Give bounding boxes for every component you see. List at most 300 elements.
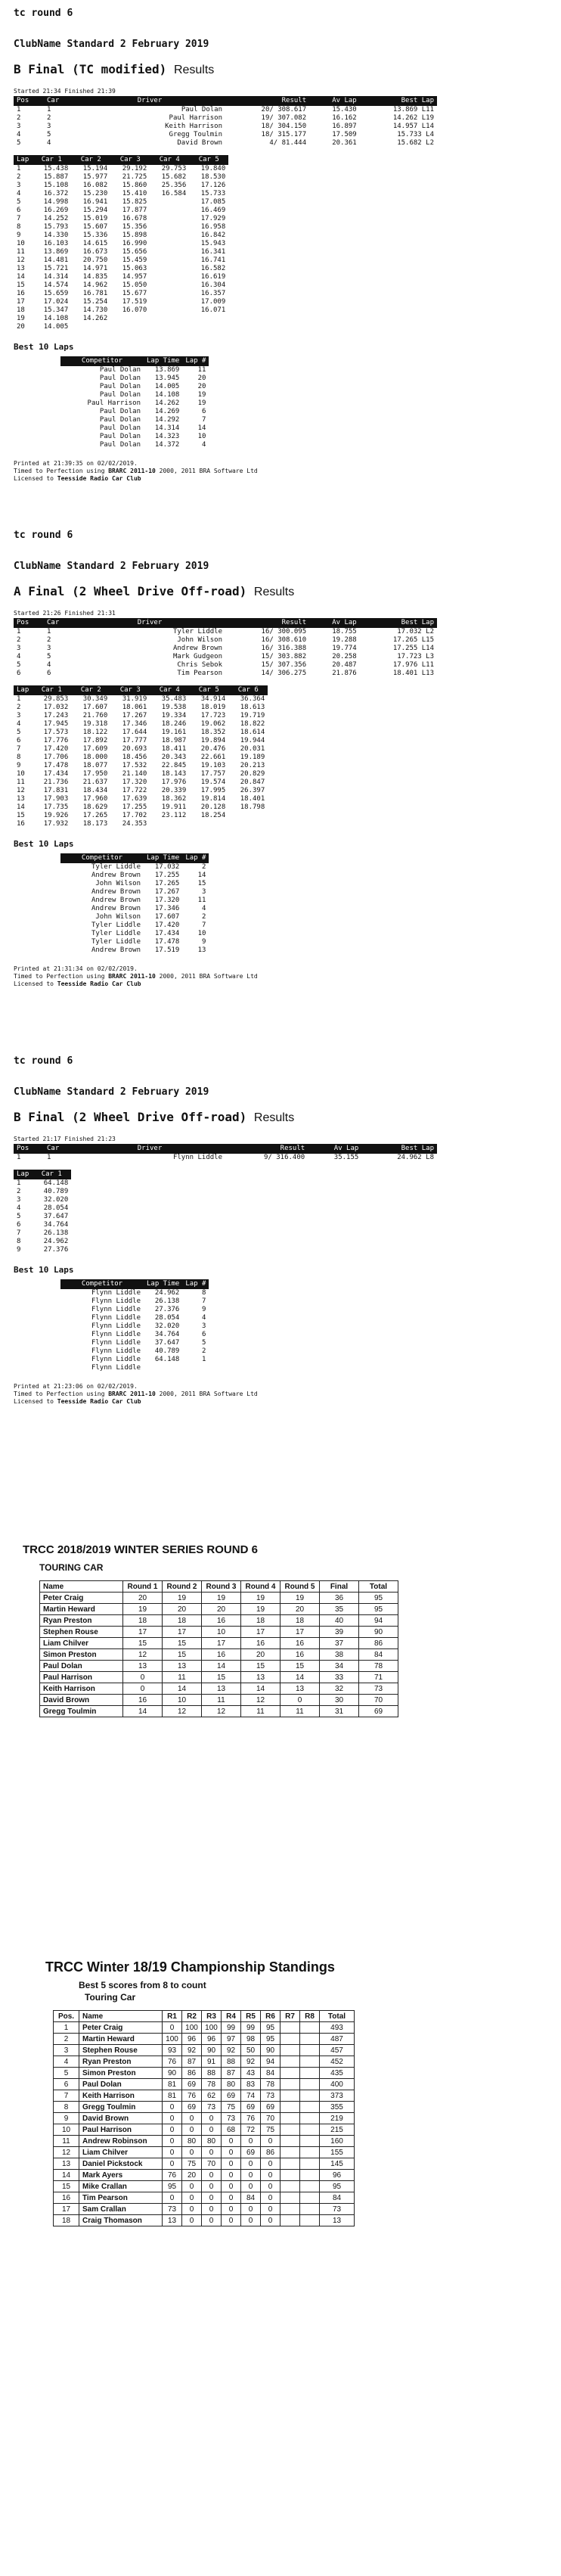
champ-col-header: R2 <box>182 2011 202 2022</box>
lap-cell <box>150 207 189 215</box>
lap-cell: 18.362 <box>161 795 187 803</box>
round-cell: 14 <box>202 1661 241 1672</box>
lap-cell: 16 <box>17 820 25 828</box>
best-col-header: Lap # <box>185 357 206 365</box>
best-row <box>60 399 209 408</box>
round-col-header: Round 1 <box>123 1581 163 1593</box>
round-row <box>40 1672 398 1683</box>
results-header-row <box>14 1144 437 1154</box>
best-cell: Andrew Brown <box>91 896 141 904</box>
lap-cell: 19.318 <box>82 720 108 728</box>
champ-cell <box>280 2045 300 2056</box>
lap-cell: 17.255 <box>122 803 147 811</box>
champ-cell: 452 <box>320 2056 355 2068</box>
best-col-header: Competitor <box>81 357 123 365</box>
lap-row <box>14 1221 71 1229</box>
lap-row <box>14 754 268 762</box>
best-cell: 9 <box>202 938 206 946</box>
lap-cell: 15.356 <box>122 223 147 231</box>
champ-cell: 0 <box>163 2136 182 2147</box>
lap-cell: 17.265 <box>82 812 108 819</box>
champ-cell: 80 <box>182 2136 202 2147</box>
champ-cell: 70 <box>261 2113 280 2124</box>
champ-cell: 13 <box>54 2158 79 2170</box>
champ-cell: 0 <box>202 2147 222 2158</box>
champ-cell: 0 <box>163 2022 182 2034</box>
champ-row <box>54 2136 355 2147</box>
best-cell: Paul Dolan <box>99 441 141 449</box>
champ-cell <box>300 2170 320 2181</box>
round-sheet <box>0 1543 561 1717</box>
results-row <box>14 1154 437 1162</box>
lap-cell: 17.723 <box>200 712 226 719</box>
results-col-header: Av Lap <box>332 97 357 104</box>
lap-cell: 4 <box>17 190 21 197</box>
lap-row <box>14 1246 71 1254</box>
lap-cell: 6 <box>17 207 21 214</box>
best-cell: 14 <box>197 424 206 432</box>
lap-cell: 10 <box>17 770 25 778</box>
champ-cell: 0 <box>182 2215 202 2226</box>
results-word: Results <box>173 64 215 76</box>
best-header-row <box>60 853 209 863</box>
results-cell: 16/ 300.095 <box>261 628 307 635</box>
champ-cell: 88 <box>202 2068 222 2079</box>
lap-cell: 5 <box>17 729 21 736</box>
started-line: Started 21:34 Finished 21:39 <box>14 88 116 95</box>
round-cell: 15 <box>241 1661 280 1672</box>
round-cell: 12 <box>241 1695 280 1706</box>
champ-cell: 0 <box>163 2113 182 2124</box>
champ-row <box>54 2204 355 2215</box>
lap-cell: 16.741 <box>200 256 226 264</box>
best-col-header: Lap # <box>185 854 206 862</box>
lap-row <box>14 256 228 265</box>
champ-cell: 2 <box>54 2034 79 2045</box>
lap-row <box>14 745 268 754</box>
results-col-header: Result <box>280 1145 305 1152</box>
champ-cell: 0 <box>222 2136 241 2147</box>
round-cell: 16 <box>241 1638 280 1649</box>
lap-cell: 7 <box>17 745 21 753</box>
best-cell: 17.346 <box>154 905 180 912</box>
champ-cell <box>280 2102 300 2113</box>
champ-cell <box>300 2181 320 2192</box>
champ-cell <box>300 2079 320 2090</box>
lap-row <box>14 712 268 720</box>
lap-cell: 18.530 <box>200 173 226 181</box>
lap-cell: 14 <box>17 803 25 811</box>
lap-cell: 14.262 <box>82 315 108 322</box>
best-cell: 20 <box>197 374 206 382</box>
lap-cell: 16.103 <box>43 240 69 247</box>
round-cell: 14 <box>280 1672 320 1683</box>
lap-cell: 15.410 <box>122 190 147 197</box>
lap-cell: 16.990 <box>122 240 147 247</box>
round-cell: 37 <box>320 1638 359 1649</box>
lap-cell: 14.615 <box>82 240 108 247</box>
round-row <box>40 1615 398 1627</box>
lap-cell: 17.706 <box>43 754 69 761</box>
lap-cell: 18.411 <box>161 745 187 753</box>
best-cell: 19 <box>197 399 206 407</box>
champ-cell <box>280 2204 300 2215</box>
champ-cell: 0 <box>163 2158 182 2170</box>
round-cell: 94 <box>359 1615 398 1627</box>
results-col-header: Car <box>47 619 60 626</box>
lap-cell: 17.644 <box>122 729 147 736</box>
champ-cell: Daniel Pickstock <box>79 2158 163 2170</box>
results-cell: 14.957 L14 <box>392 123 434 130</box>
lap-row <box>14 1229 71 1238</box>
results-cell: 1 <box>47 628 51 635</box>
lap-col-header: Car 2 <box>71 155 110 165</box>
round-cell: 78 <box>359 1661 398 1672</box>
champ-cell <box>280 2022 300 2034</box>
lap-col-header: Car 1 <box>32 685 71 695</box>
lap-cell: 15.194 <box>82 165 108 172</box>
race-title <box>14 62 561 77</box>
round-cell: 20 <box>202 1604 241 1615</box>
round-cell: 20 <box>241 1649 280 1661</box>
lap-cell: 20.847 <box>240 778 265 786</box>
lap-cell: 16.781 <box>82 290 108 297</box>
best-cell: 9 <box>202 1306 206 1313</box>
champ-col-header: R7 <box>280 2011 300 2022</box>
lap-cell <box>150 256 189 265</box>
championship-subtitle-1: Best 5 scores from 8 to count <box>79 1980 206 1990</box>
best-cell: 13.869 <box>154 366 180 374</box>
round-row <box>40 1661 398 1672</box>
champ-cell: 97 <box>222 2034 241 2045</box>
champ-cell: 88 <box>222 2056 241 2068</box>
lap-row <box>14 265 228 273</box>
lap-cell: 14.252 <box>43 215 69 222</box>
best-row <box>60 1322 209 1331</box>
lap-row <box>14 770 268 778</box>
printed-line: Printed at 21:39:35 on 02/02/2019. <box>14 460 138 467</box>
champ-col-header: R4 <box>222 2011 241 2022</box>
lap-cell: 15.294 <box>82 207 108 214</box>
results-col-header: Pos <box>17 1145 29 1152</box>
champ-cell: 100 <box>202 2022 222 2034</box>
lap-row <box>14 1188 71 1196</box>
results-header-row <box>14 96 437 106</box>
lap-cell: 37.647 <box>43 1213 69 1220</box>
lap-cell <box>150 290 189 298</box>
champ-cell: 83 <box>241 2079 261 2090</box>
best-cell: 15 <box>197 880 206 887</box>
report-1 <box>0 8 561 483</box>
round-cell: 73 <box>359 1683 398 1695</box>
results-cell: 17.976 L11 <box>392 661 434 669</box>
round-cell: 30 <box>320 1695 359 1706</box>
results-cell: 16.897 <box>332 123 357 130</box>
round-cell: 12 <box>202 1706 241 1717</box>
round-cell: 10 <box>163 1695 202 1706</box>
best-cell: Flynn Liddle <box>91 1306 141 1313</box>
round-cell: 38 <box>320 1649 359 1661</box>
lap-cell: 18.000 <box>82 754 108 761</box>
round-cell: 15 <box>163 1649 202 1661</box>
champ-cell: 457 <box>320 2045 355 2056</box>
lap-cell: 14.005 <box>43 323 69 331</box>
results-cell: 1 <box>17 106 21 113</box>
round-cell: 16 <box>202 1615 241 1627</box>
lap-cell: 28.054 <box>43 1204 69 1212</box>
results-cell: 2 <box>47 114 51 122</box>
lap-cell: 21.140 <box>122 770 147 778</box>
results-cell: Flynn Liddle <box>172 1154 222 1161</box>
best-cell: 37.647 <box>154 1339 180 1347</box>
champ-cell: 0 <box>202 2181 222 2192</box>
round-cell: 95 <box>359 1593 398 1604</box>
lap-cell: 3 <box>17 182 21 189</box>
lap-cell <box>150 820 189 828</box>
round-cell: Stephen Rouse <box>40 1627 123 1638</box>
lap-cell <box>150 223 189 231</box>
champ-row <box>54 2022 355 2034</box>
best-cell: Flynn Liddle <box>91 1364 141 1372</box>
lap-cell: 15.860 <box>122 182 147 189</box>
results-col-header: Best Lap <box>401 619 434 626</box>
best-cell: 17.032 <box>154 863 180 871</box>
best-col-header: Competitor <box>81 854 123 862</box>
lap-cell: 31.919 <box>122 695 147 703</box>
champ-cell: Craig Thomason <box>79 2215 163 2226</box>
best-cell: 2 <box>202 863 206 871</box>
round-cell: 84 <box>359 1649 398 1661</box>
results-cell: 19.774 <box>332 645 357 652</box>
lap-cell: 15.050 <box>122 281 147 289</box>
lap-col-header: Car 5 <box>189 155 228 165</box>
champ-cell: 18 <box>54 2215 79 2226</box>
results-table <box>14 1144 437 1162</box>
round-cell: 13 <box>202 1683 241 1695</box>
round-cell: 16 <box>280 1638 320 1649</box>
footer <box>14 460 561 483</box>
best-row <box>60 913 209 921</box>
lap-cell: 15.336 <box>82 231 108 239</box>
championship-subtitle-2: Touring Car <box>85 1992 136 2003</box>
lap-row <box>14 190 228 198</box>
round-cell: 18 <box>163 1615 202 1627</box>
lap-cell: 18.077 <box>82 762 108 769</box>
lap-row <box>14 1179 71 1188</box>
results-cell: 24.962 L8 <box>397 1154 434 1161</box>
champ-row <box>54 2056 355 2068</box>
started-line: Started 21:26 Finished 21:31 <box>14 610 116 617</box>
lap-cell: 16.941 <box>82 198 108 206</box>
lap-header-row <box>14 155 228 165</box>
champ-cell: 0 <box>261 2215 280 2226</box>
round-sheet-subtitle: TOURING CAR <box>39 1562 104 1573</box>
best-cell: 6 <box>202 1331 206 1338</box>
champ-cell: 70 <box>202 2158 222 2170</box>
results-cell: 14.262 L19 <box>392 114 434 122</box>
results-cell: 18.755 <box>332 628 357 635</box>
champ-cell: 0 <box>261 2181 280 2192</box>
race-title <box>14 584 561 599</box>
results-row <box>14 106 437 114</box>
champ-col-header: R6 <box>261 2011 280 2022</box>
best-cell: 11 <box>197 896 206 904</box>
lap-cell: 20.829 <box>240 770 265 778</box>
champ-cell: 69 <box>182 2079 202 2090</box>
champ-cell: 0 <box>202 2113 222 2124</box>
results-cell: 17.255 L14 <box>392 645 434 652</box>
club-line: ClubName Standard 2 February 2019 <box>14 1086 209 1098</box>
lap-cell: 40.789 <box>43 1188 69 1195</box>
lap-cell: 14.481 <box>43 256 69 264</box>
lap-cell: 12 <box>17 787 25 794</box>
champ-cell: 73 <box>261 2090 280 2102</box>
round-cell: 40 <box>320 1615 359 1627</box>
results-cell: 16/ 308.610 <box>261 636 307 644</box>
champ-cell: 96 <box>320 2170 355 2181</box>
champ-cell: 20 <box>182 2170 202 2181</box>
lap-cell: 4 <box>17 720 21 728</box>
final-name: B Final (TC modified) <box>14 62 167 76</box>
round-col-header: Total <box>359 1581 398 1593</box>
best-cell: 13 <box>197 946 206 954</box>
champ-cell: 73 <box>222 2113 241 2124</box>
best-cell: Paul Dolan <box>99 416 141 424</box>
champ-cell <box>300 2113 320 2124</box>
results-row <box>14 645 437 653</box>
round-row <box>40 1649 398 1661</box>
results-cell: 1 <box>17 628 21 635</box>
best-row <box>60 383 209 391</box>
champ-cell: 75 <box>182 2158 202 2170</box>
best-header-row <box>60 356 209 366</box>
lap-cell: 19.574 <box>200 778 226 786</box>
best-cell: Paul Dolan <box>99 408 141 415</box>
lap-cell <box>150 240 189 248</box>
champ-cell: Mark Ayers <box>79 2170 163 2181</box>
best-row <box>60 888 209 896</box>
lap-cell: 19.944 <box>240 737 265 744</box>
round-cell: 12 <box>163 1706 202 1717</box>
round-cell: 14 <box>241 1683 280 1695</box>
champ-cell <box>280 2158 300 2170</box>
lap-cell: 15.943 <box>200 240 226 247</box>
round-sheet-table <box>39 1580 398 1717</box>
best-cell: 10 <box>197 433 206 440</box>
champ-cell: 0 <box>222 2181 241 2192</box>
lap-row <box>14 182 228 190</box>
lap-cell: 18.061 <box>122 704 147 711</box>
champ-cell: 145 <box>320 2158 355 2170</box>
round-title: tc round 6 <box>14 530 73 541</box>
lap-row <box>14 290 228 298</box>
round-cell: 14 <box>123 1706 163 1717</box>
lap-cell: 16.958 <box>200 223 226 231</box>
lap-cell: 20.213 <box>240 762 265 769</box>
champ-cell <box>280 2034 300 2045</box>
round-cell: 11 <box>241 1706 280 1717</box>
lap-cell <box>150 315 189 323</box>
lap-cell: 16.372 <box>43 190 69 197</box>
champ-cell <box>280 2124 300 2136</box>
round-row <box>40 1604 398 1615</box>
lap-cell: 11 <box>17 778 25 786</box>
round-cell: 19 <box>241 1593 280 1604</box>
champ-cell: 95 <box>261 2034 280 2045</box>
champ-cell <box>300 2090 320 2102</box>
best-cell: 7 <box>202 921 206 929</box>
champ-cell: 69 <box>241 2147 261 2158</box>
lap-cell: 19.334 <box>161 712 187 719</box>
lap-cell: 17.434 <box>43 770 69 778</box>
lap-cell <box>150 198 189 207</box>
lap-cell: 18.122 <box>82 729 108 736</box>
lap-cell: 15.721 <box>43 265 69 272</box>
lap-cell: 15.677 <box>122 290 147 297</box>
lap-cell: 3 <box>17 1196 21 1204</box>
results-cell: 18/ 304.150 <box>261 123 307 130</box>
champ-row <box>54 2079 355 2090</box>
results-cell: 18/ 315.177 <box>261 131 307 138</box>
lap-cell: 17.960 <box>82 795 108 803</box>
lap-cell: 16 <box>17 290 25 297</box>
lap-cell: 19.926 <box>43 812 69 819</box>
lap-table <box>14 685 268 828</box>
best-cell: Paul Harrison <box>87 399 141 407</box>
round-cell: 90 <box>359 1627 398 1638</box>
champ-cell <box>280 2079 300 2090</box>
printed-line: Printed at 21:23:06 on 02/02/2019. <box>14 1383 138 1390</box>
best-row <box>60 921 209 930</box>
results-col-header: Car <box>47 97 60 104</box>
champ-cell: 84 <box>241 2192 261 2204</box>
champ-cell <box>300 2045 320 2056</box>
lap-row <box>14 323 228 331</box>
championship-table <box>53 2010 355 2226</box>
lap-cell: 5 <box>17 198 21 206</box>
timed-line: Timed to Perfection using BRARC 2011-10 2000, 2011 BRA Software Ltd <box>14 468 258 474</box>
round-cell: 0 <box>280 1695 320 1706</box>
round-cell: 20 <box>163 1604 202 1615</box>
round-cell: 19 <box>123 1604 163 1615</box>
champ-cell: 0 <box>202 2192 222 2204</box>
champ-cell <box>300 2068 320 2079</box>
lap-cell: 18.352 <box>200 729 226 736</box>
licensed-line: Licensed to Teesside Radio Car Club <box>14 980 141 987</box>
results-col-header: Best Lap <box>401 1145 434 1152</box>
best-cell: 64.148 <box>154 1356 180 1363</box>
round-cell: Gregg Toulmin <box>40 1706 123 1717</box>
best-header-row <box>60 1279 209 1289</box>
best-cell: Paul Dolan <box>99 374 141 382</box>
lap-cell: 13 <box>17 265 25 272</box>
round-cell: 18 <box>123 1615 163 1627</box>
lap-cell: 15.733 <box>200 190 226 197</box>
results-cell: 15/ 307.356 <box>261 661 307 669</box>
round-cell: 19 <box>202 1593 241 1604</box>
best-cell: 34.764 <box>154 1331 180 1338</box>
lap-cell: 15.347 <box>43 306 69 314</box>
results-row <box>14 636 437 645</box>
results-cell: 17.723 L3 <box>397 653 434 660</box>
champ-cell: 493 <box>320 2022 355 2034</box>
lap-cell: 17.757 <box>200 770 226 778</box>
round-cell: 33 <box>320 1672 359 1683</box>
champ-cell: 0 <box>261 2192 280 2204</box>
best-cell: 32.020 <box>154 1322 180 1330</box>
lap-cell: 16.469 <box>200 207 226 214</box>
lap-row <box>14 231 228 240</box>
